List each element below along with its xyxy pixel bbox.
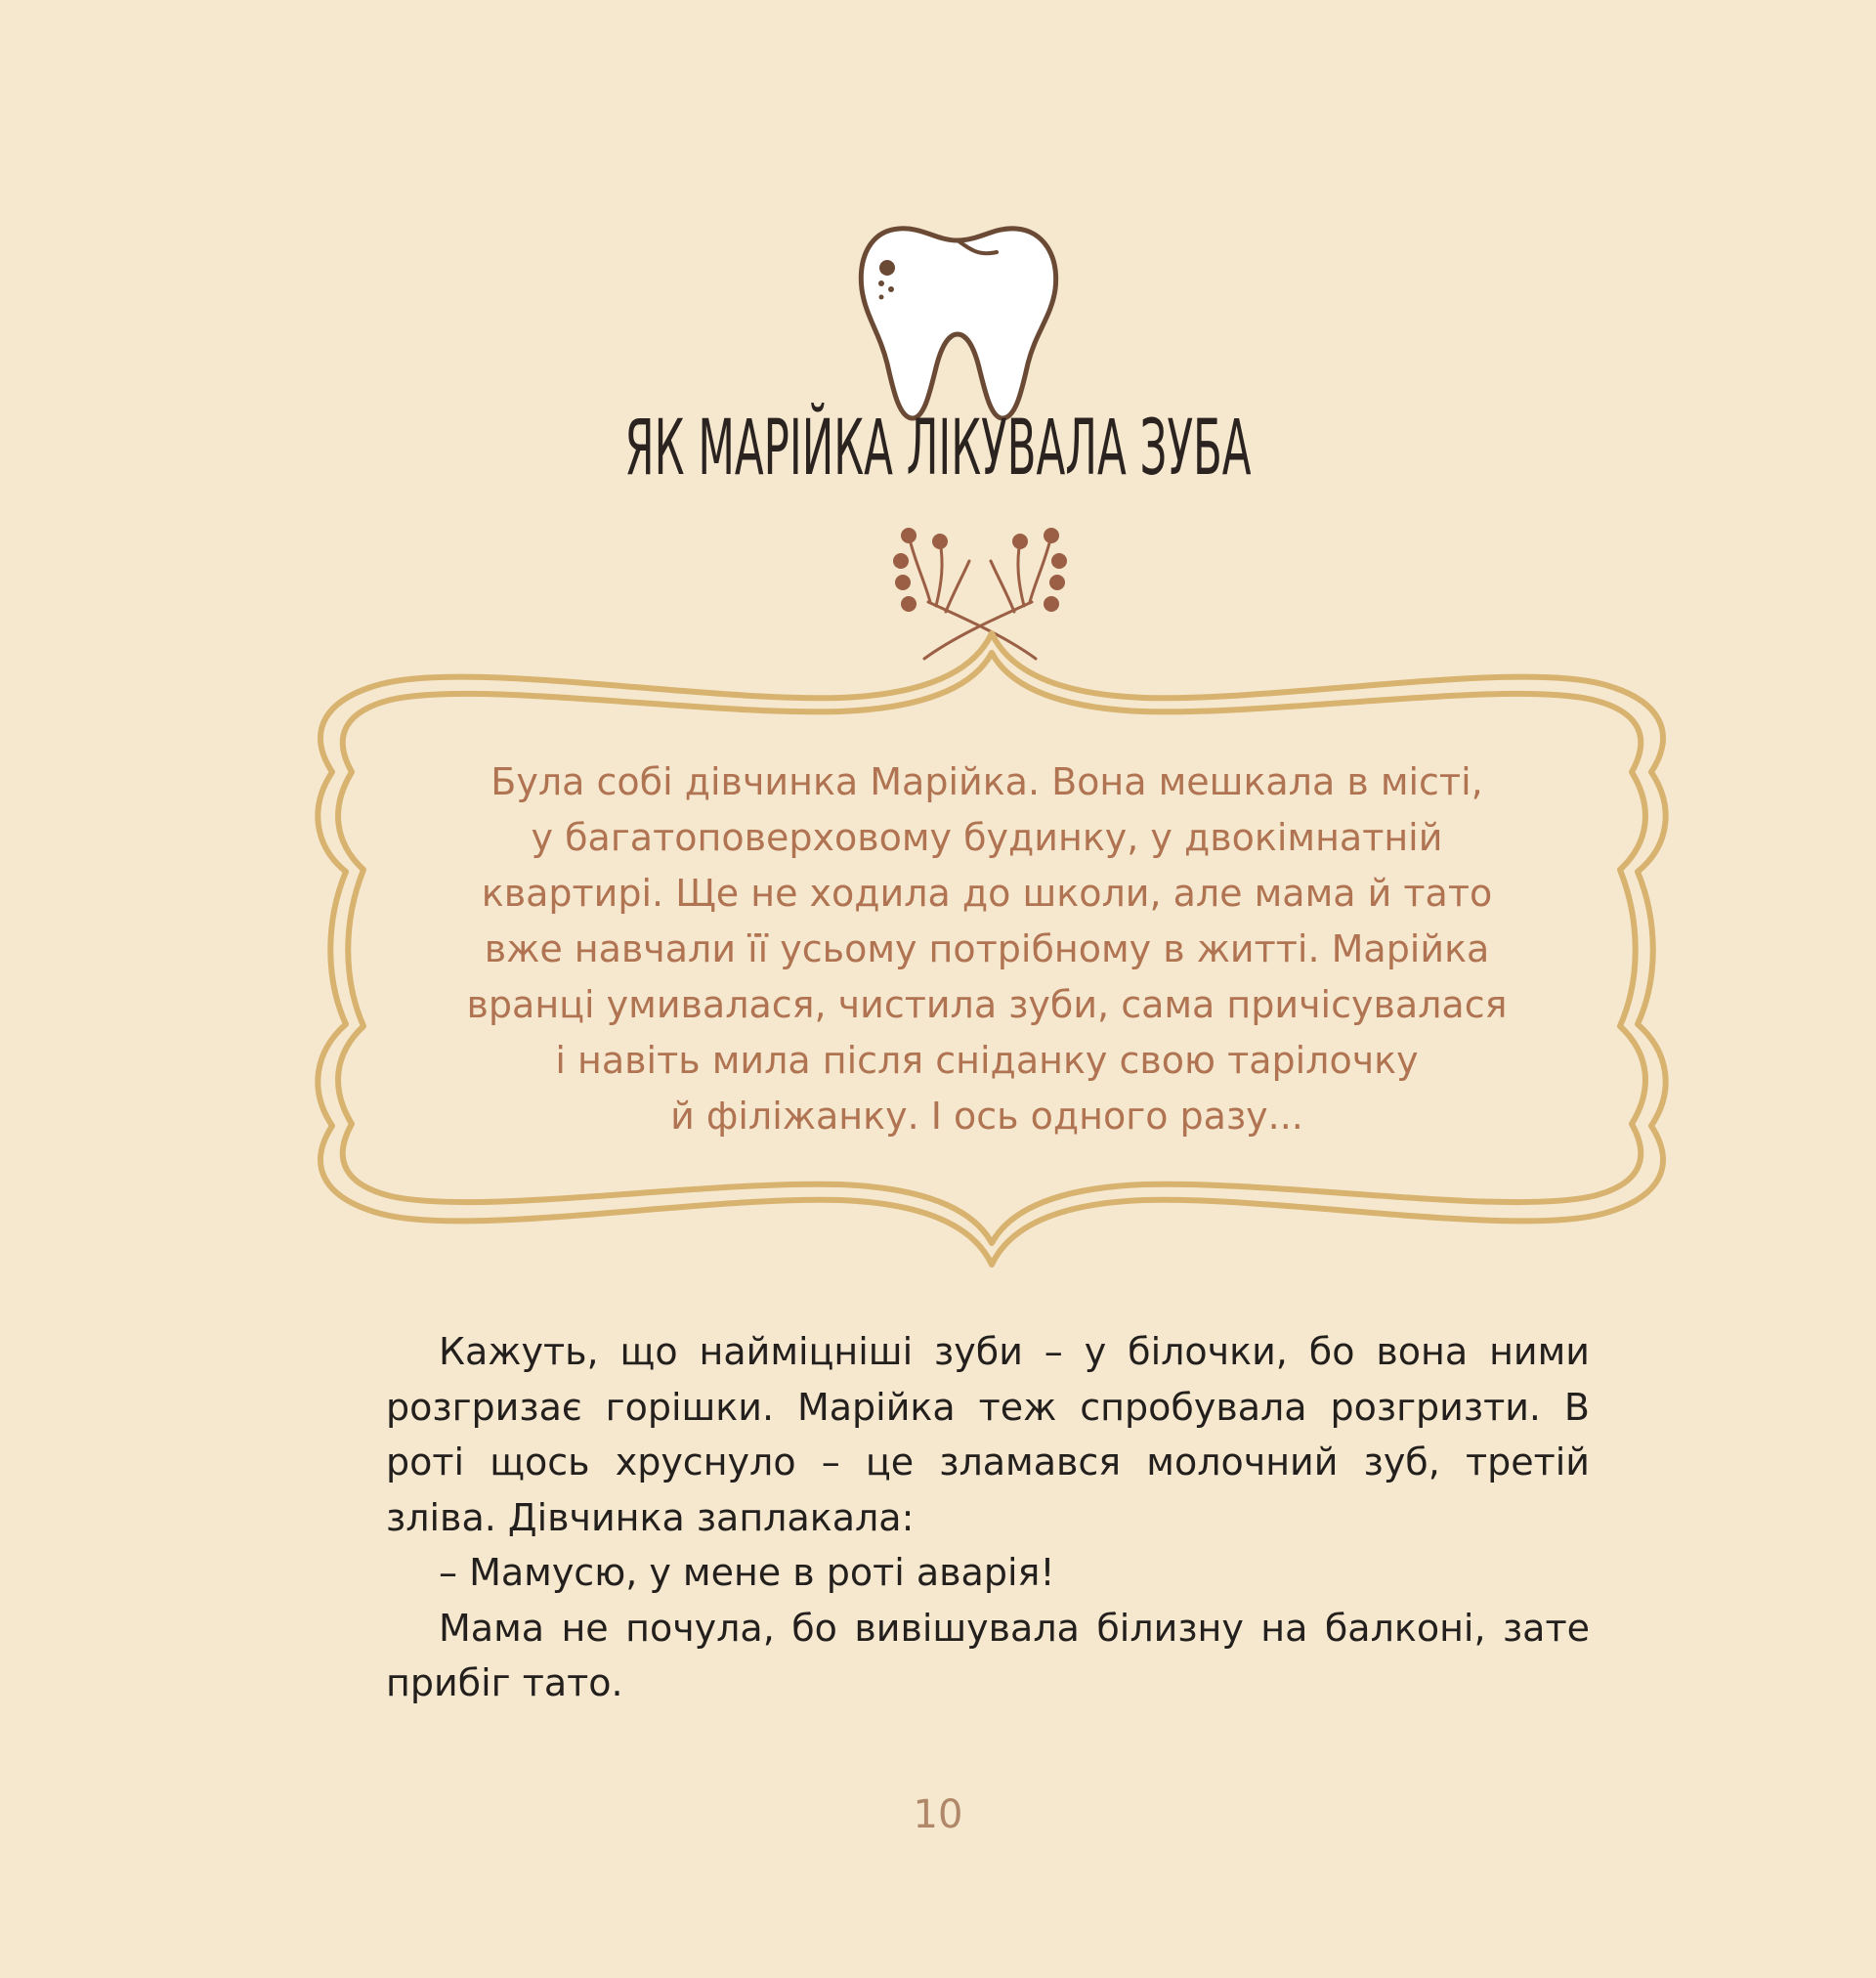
paragraph: – Мамусю, у мене в роті аварія! [439, 1551, 1055, 1594]
paragraph: Кажуть, що наймiцнiшi зуби – у бiлочки, бо вона ними розгризає горiшки. Марiйка теж спробувала розгризти. В ротi щось хруснуло – це зламався молочний зуб, третiй злiва. Дiвчинка заплакала: [386, 1330, 1590, 1539]
paragraph: Мама не почула, бо вивішувала білизну на балконі, зате прибіг тато. [386, 1606, 1590, 1704]
page-number: 10 [913, 1792, 963, 1837]
intro-text: Була собі дівчинка Марійка. Вона мешкала в місті, у багатоповерховому будинку, у двокімнатній квартирі. Ще не ходила до школи, але мама й тато вже навчали її усьому потрібному в житті. Марійка вранці умивалася, чистила зуби, сама причісувалася і навіть мила після сніданку свою тарілочку й філіжанку. І ось одного разу... [466, 760, 1508, 1138]
page-title: ЯК МАРІЙКА ЛІКУВАЛА ЗУБА [624, 405, 1252, 493]
story-text [386, 1324, 1590, 1711]
tooth-icon [852, 217, 1063, 424]
